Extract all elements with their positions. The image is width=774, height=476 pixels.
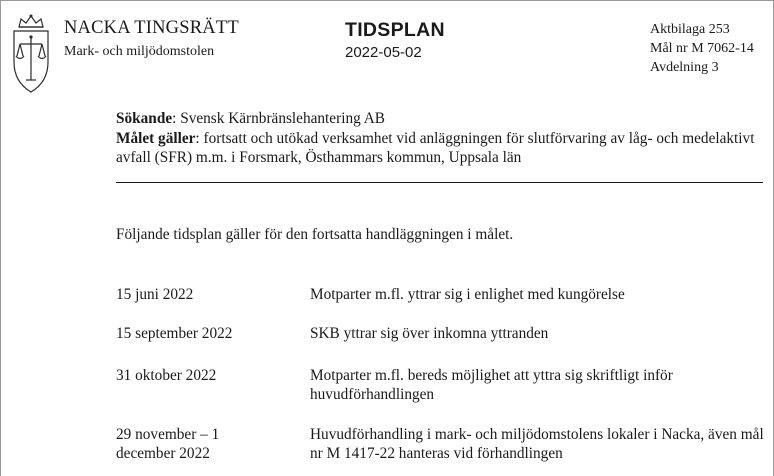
applicant-label: Sökande bbox=[116, 110, 173, 127]
subject-text: : fortsatt och utökad verksamhet vid anläggningen för slutförvaring av låg- och medelaktivt avfall (SFR) m.m. i Forsmark, Östhammars kommun, Uppsala län bbox=[116, 129, 755, 166]
schedule-event: SKB yttrar sig över inkomna yttranden bbox=[310, 325, 549, 342]
subject-line bbox=[116, 129, 756, 168]
court-name: NACKA TINGSRÄTT bbox=[64, 18, 239, 38]
case-reference-line: Aktbilaga 253 bbox=[650, 22, 730, 37]
intro-text: Följande tidsplan gäller för den fortsatta handläggningen i målet. bbox=[116, 226, 514, 243]
court-crest-icon bbox=[10, 10, 52, 100]
case-reference bbox=[650, 20, 754, 77]
schedule-date: 29 november – 1 december 2022 bbox=[116, 426, 220, 462]
schedule-event: Huvudförhandling i mark- och miljödomstolens lokaler i Nacka, även mål nr M 1417-22 hanteras vid förhandlingen bbox=[310, 426, 764, 462]
case-reference-line: Avdelning 3 bbox=[650, 60, 719, 75]
schedule-date: 15 september 2022 bbox=[116, 325, 233, 342]
applicant-line bbox=[116, 109, 756, 129]
subject-label: Målet gäller bbox=[116, 129, 196, 147]
schedule-date: 15 juni 2022 bbox=[116, 286, 194, 303]
court-department: Mark- och miljödomstolen bbox=[64, 44, 215, 59]
header-divider bbox=[116, 182, 763, 183]
document-date: 2022-05-02 bbox=[345, 44, 422, 61]
schedule-date: 31 oktober 2022 bbox=[116, 367, 217, 384]
schedule-event: Motparter m.fl. yttrar sig i enlighet med kungörelse bbox=[310, 286, 625, 303]
document-title: TIDSPLAN bbox=[345, 19, 445, 41]
applicant-name: : Svensk Kärnbränslehantering AB bbox=[172, 110, 385, 127]
case-reference-line: Mål nr M 7062-14 bbox=[650, 41, 754, 56]
schedule-event: Motparter m.fl. bereds möjlighet att yttra sig skriftligt inför huvudförhandlingen bbox=[310, 367, 673, 403]
case-parties bbox=[116, 109, 756, 168]
